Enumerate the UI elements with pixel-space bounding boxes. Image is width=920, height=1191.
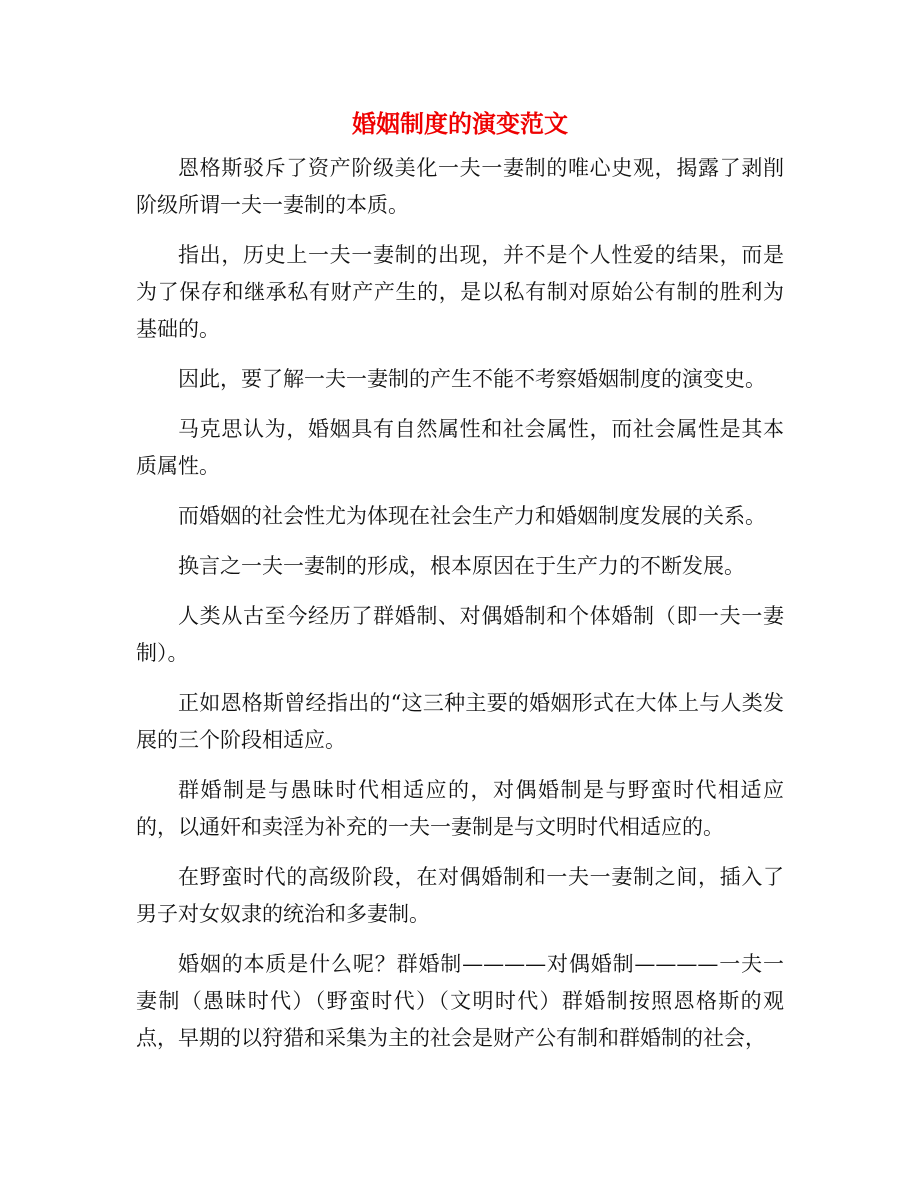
paragraph-2: 指出，历史上一夫一妻制的出现，并不是个人性爱的结果，而是为了保存和继承私有财产产生的，是以私有制对原始公有制的胜利为基础的。: [136, 243, 784, 341]
paragraph-10: 在野蛮时代的高级阶段，在对偶婚制和一夫一妻制之间，插入了男子对女奴隶的统治和多妻制。: [136, 865, 784, 926]
paragraph-4: 马克思认为，婚姻具有自然属性和社会属性，而社会属性是其本质属性。: [136, 417, 784, 478]
paragraph-6: 换言之一夫一妻制的形成，根本原因在于生产力的不断发展。: [178, 554, 745, 578]
paragraph-3: 因此，要了解一夫一妻制的产生不能不考察婚姻制度的演变史。: [178, 367, 766, 391]
paragraph-9: 群婚制是与愚昧时代相适应的，对偶婚制是与野蛮时代相适应的，以通奸和卖淫为补充的一夫一妻制是与文明时代相适应的。: [136, 778, 784, 839]
paragraph-1: 恩格斯驳斥了资产阶级美化一夫一妻制的唯心史观，揭露了剥削阶级所谓一夫一妻制的本质。: [136, 156, 784, 217]
paragraph-5: 而婚姻的社会性尤为体现在社会生产力和婚姻制度发展的关系。: [178, 504, 766, 528]
document-title: 婚姻制度的演变范文: [352, 109, 568, 138]
paragraph-7: 人类从古至今经历了群婚制、对偶婚制和个体婚制（即一夫一妻制）。: [136, 604, 784, 665]
paragraph-8: 正如恩格斯曾经指出的“这三种主要的婚姻形式在大体上与人类发展的三个阶段相适应。: [136, 691, 784, 752]
document-body: [136, 150, 784, 1070]
paragraph-11: 婚姻的本质是什么呢？群婚制————对偶婚制————一夫一妻制（愚昧时代）（野蛮时代）（文明时代）群婚制按照恩格斯的观点，早期的以狩猎和采集为主的社会是财产公有制和群婚制的社会，: [136, 952, 784, 1050]
